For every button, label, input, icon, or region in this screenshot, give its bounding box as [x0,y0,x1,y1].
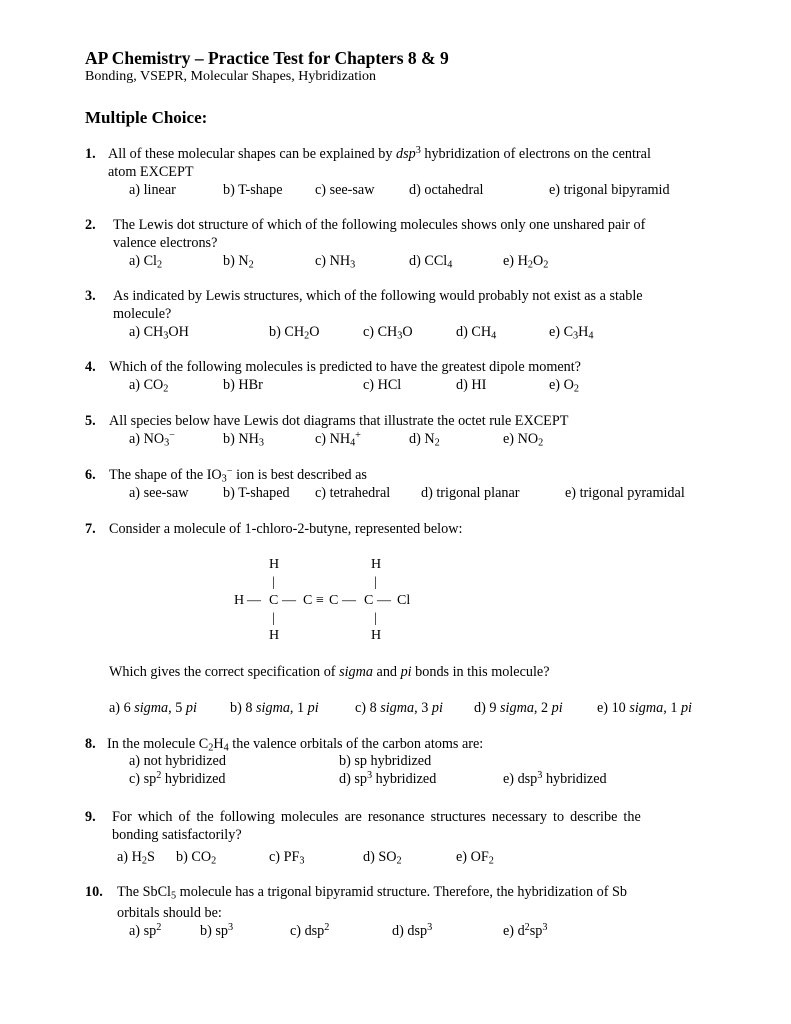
choice-a: a) 6 sigma, 5 pi [109,700,197,716]
choice-d: d) 9 sigma, 2 pi [474,700,563,716]
choice-a: a) see-saw [129,485,189,501]
atom-c: C [329,593,339,608]
choice-b: b) $NH_3$ [223,431,264,449]
bond-single: — [377,593,391,608]
question-text-continued: valence electrons? [113,235,218,251]
choice-b: b) $CH_2O$ [269,324,320,342]
choice-b: b) $N_2$ [223,253,254,271]
choice-e: e) $OF_2$ [456,849,494,867]
choice-b: b) T-shape [223,182,283,198]
question-number: 2. [85,217,96,233]
question-number: 10. [85,884,103,900]
bond-vertical: | [374,611,377,626]
choice-b: b) sp hybridized [339,753,432,769]
bond-vertical: | [374,575,377,590]
question-text-continued: molecule? [113,306,172,322]
question-number: 9. [85,809,96,825]
choice-e: e) $NO_2$ [503,431,544,449]
choice-e: e) dsp$^3$ hybridized [503,769,607,787]
question-number: 6. [85,467,96,483]
question-number: 5. [85,413,96,429]
question-text: The SbCl$_5$ molecule has a trigonal bipyramid structure. Therefore, the hybridization of Sb [117,884,627,902]
atom-h-bottom-right: H [371,628,382,643]
choice-e: e) $H_2O_2$ [503,253,549,271]
question-number: 4. [85,359,96,375]
choice-c: c) $sp^2$ hybridized [129,769,226,787]
page-title: AP Chemistry – Practice Test for Chapters 8 & 9 [85,48,449,68]
question-text-continued: orbitals should be: [117,905,222,921]
atom-c: C [269,593,279,608]
bond-single: — [282,593,296,608]
section-heading: Multiple Choice: [85,108,208,127]
question-text: In the molecule $C_2H_4$ the valence orbitals of the carbon atoms are: [107,736,484,754]
atom-h-bottom-left: H [269,628,280,643]
question-text-continued: atom EXCEPT [108,164,194,180]
choice-b: b) $CO_2$ [176,849,217,867]
choice-d: d) trigonal planar [421,485,520,501]
choice-a: a) $CH_3OH$ [129,324,189,342]
choice-d: d) $SO_2$ [363,849,402,867]
choice-b: b) $sp^3$ [200,921,234,939]
choice-c: c) 8 sigma, 3 pi [355,700,443,716]
question-number: 1. [85,146,96,162]
question-prompt: Which gives the correct specification of sigma and pi bonds in this molecule? [109,664,550,680]
choice-c: c) dsp$^2$ [290,921,330,939]
bond-vertical: | [272,575,275,590]
choice-c: c) $NH_4^+$ [315,429,361,449]
question-number: 8. [85,736,96,752]
question-text: Consider a molecule of 1-chloro-2-butyne, represented below: [109,521,463,537]
choice-c: c) $CH_3O$ [363,324,413,342]
choice-e: e) trigonal bipyramid [549,182,670,198]
question-text: The Lewis dot structure of which of the following molecules shows only one unshared pair of [113,217,646,233]
choice-a: a) $H_2S$ [117,849,155,867]
choice-a: a) not hybridized [129,753,226,769]
choice-d: d) $sp^3$ hybridized [339,769,437,787]
bond-single: — [342,593,356,608]
question-text: Which of the following molecules is predicted to have the greatest dipole moment? [109,359,581,375]
choice-c: c) HCl [363,377,402,393]
choice-d: d) CCl$_4$ [409,253,453,271]
question-text: As indicated by Lewis structures, which of the following would probably not exist as a stable [113,288,643,304]
choice-d: d) $N_2$ [409,431,440,449]
choice-b: b) T-shaped [223,485,290,501]
atom-cl: Cl [397,593,411,608]
choice-d: d) HI [456,377,487,393]
question-text: The shape of the $IO_3^-$ ion is best described as [109,465,367,485]
choice-d: d) octahedral [409,182,484,198]
choice-e: e) trigonal pyramidal [565,485,685,501]
choice-c: c) $PF_3$ [269,849,305,867]
choice-e: e) $C_3H_4$ [549,324,594,342]
bond-vertical: | [272,611,275,626]
question-text: For which of the following molecules are resonance structures necessary to describe the [112,809,641,825]
choice-c: c) see-saw [315,182,375,198]
question-text: All species below have Lewis dot diagrams that illustrate the octet rule EXCEPT [109,413,569,429]
question-text: All of these molecular shapes can be explained by dsp$^3$ hybridization of electrons on the central [108,144,651,162]
bond-single: — [247,593,261,608]
choice-b: b) HBr [223,377,263,393]
atom-h-top-left: H [269,557,280,572]
atom-h-top-right: H [371,557,382,572]
choice-a: a) $CO_2$ [129,377,169,395]
atom-h: H [234,593,245,608]
question-number: 7. [85,521,96,537]
question-text-continued: bonding satisfactorily? [112,827,242,843]
atom-c: C [364,593,374,608]
choice-e: e) 10 sigma, 1 pi [597,700,692,716]
atom-c: C [303,593,313,608]
choice-a: a) linear [129,182,176,198]
choice-a: a) $sp^2$ [129,921,162,939]
choice-a: a) $Cl_2$ [129,253,163,271]
choice-a: a) $NO_3^-$ [129,429,175,449]
choice-e: e) $d^2sp^3$ [503,921,548,939]
page-subtitle: Bonding, VSEPR, Molecular Shapes, Hybridization [85,69,376,84]
choice-c: c) $NH_3$ [315,253,356,271]
choice-e: e) $O_2$ [549,377,579,395]
question-number: 3. [85,288,96,304]
choice-c: c) tetrahedral [315,485,391,501]
choice-d: d) dsp$^3$ [392,921,433,939]
choice-b: b) 8 sigma, 1 pi [230,700,319,716]
bond-triple: ≡ [316,593,324,608]
choice-d: d) $CH_4$ [456,324,497,342]
